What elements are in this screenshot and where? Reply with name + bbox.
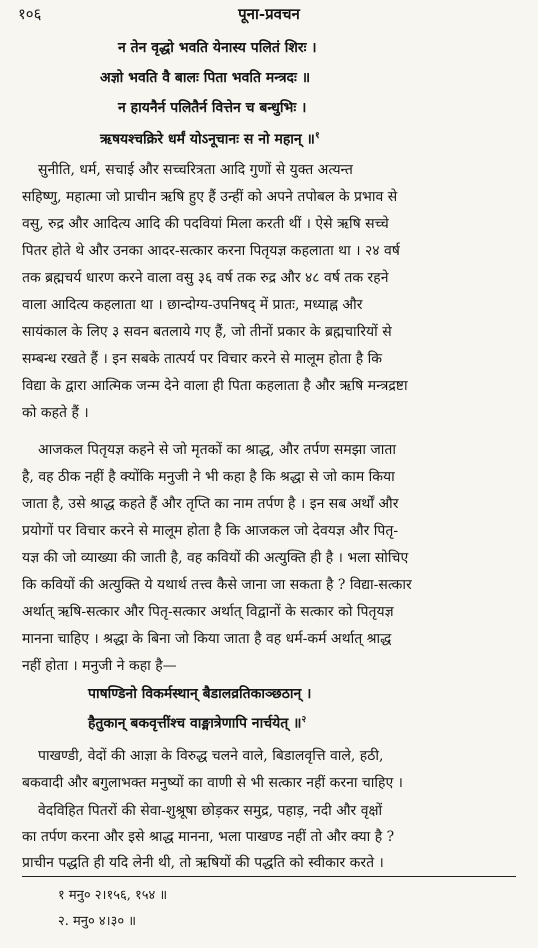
- paragraph-line: विद्या के द्वारा आत्मिक जन्म देने वाला ही पिता कहलाता है और ऋषि मन्त्रद्रष्टा: [22, 378, 408, 394]
- paragraph-line: प्रयोगों पर विचार करने से मालूम होता है कि आजकल जो देवयज्ञ और पितृ-: [22, 523, 399, 539]
- paragraph-line: नहीं होता । मनुजी ने कहा है—: [22, 658, 177, 674]
- verse-line: [100, 128, 320, 149]
- paragraph-line: आजकल पितृयज्ञ कहने से जो मृतकों का श्राद्ध, और तर्पण समझा जाता: [38, 442, 397, 458]
- verse-line: [88, 712, 306, 733]
- page-header: [18, 4, 520, 28]
- paragraph-line: जाता है, उसे श्राद्ध कहते हैं और तृप्ति का नाम तर्पण है । इन सब अर्थों और: [22, 496, 399, 512]
- paragraph-line: सहिष्णु, महात्मा जो प्राचीन ऋषि हुए हैं उन्हीं को अपने तपोबल के प्रभाव से: [22, 189, 398, 205]
- verse-text: ऋषयश्चक्रिरे धर्मं योऽनूचानः स नो महान् ॥: [100, 131, 315, 148]
- paragraph-line: वसु, रुद्र और आदित्य आदि की पदवियां मिला करती थीं । ऐसे ऋषि सच्चे: [22, 216, 389, 232]
- paragraph-line: का तर्पण करना और इसे श्राद्ध मानना, भला पाखण्ड नहीं तो और क्या है ?: [22, 829, 395, 845]
- paragraph-line: यज्ञ की जो व्याख्या की जाती है, वह कवियों की अत्युक्ति ही है । भला सोचिए: [22, 550, 409, 566]
- paragraph-line: पितर होते थे और उनका आदर-सत्कार करना पितृयज्ञ कहलाता था । २४ वर्ष: [22, 243, 400, 259]
- paragraph-line: पाखण्डी, वेदों की आज्ञा के विरुद्ध चलने वाले, बिडालवृत्ति वाले, हठी,: [38, 748, 384, 764]
- verse-line: अज्ञो भवति वै बालः पिता भवति मन्त्रदः ॥: [100, 70, 311, 86]
- paragraph-line: वेदविहित पितरों की सेवा-शुश्रूषा छोड़कर समुद्र, पहाड़, नदी और वृक्षों: [38, 803, 383, 819]
- verse-text: हैतुकान् बकवृत्तींश्च वाङ्मात्रेणापि नार्चयेत् ॥: [88, 715, 302, 732]
- paragraph-line: है, वह ठीक नहीं है क्योंकि मनुजी ने भी कहा है कि श्रद्धा से जो काम किया: [22, 469, 395, 485]
- paragraph-line: तक ब्रह्मचर्य धारण करने वाला वसु ३६ वर्ष तक रुद्र और ४८ वर्ष तक रहने: [22, 270, 389, 286]
- paragraph-line: वाला आदित्य कहलाता था । छान्दोग्य-उपनिषद् में प्रातः, मध्याह्न और: [22, 297, 363, 313]
- paragraph-line: मानना चाहिए । श्रद्धा के बिना जो किया जाता है वह धर्म-कर्म अर्थात् श्राद्ध: [22, 631, 392, 647]
- footnote-marker: १: [314, 131, 320, 141]
- paragraph-line: को कहते हैं ।: [22, 405, 89, 421]
- verse-line: पाषण्डिनो विकर्मस्थान् बैडालव्रतिकाञ्छठान् ।: [88, 686, 312, 702]
- footnote: २. मनु० ४।३० ॥: [58, 914, 137, 929]
- paragraph-line: सम्बन्ध रखते हैं । इन सबके तात्पर्य पर विचार करने से मालूम होता है कि: [22, 351, 382, 367]
- paragraph-line: बकवादी और बगुलाभक्त मनुष्यों का वाणी से भी सत्कार नहीं करना चाहिए ।: [22, 775, 403, 791]
- paragraph-line: सायंकाल के लिए ३ सवन बतलाये गए हैं, जो तीनों प्रकार के ब्रह्मचारियों से: [22, 324, 392, 340]
- page-number: १०६: [18, 5, 42, 23]
- verse-line: न हायनैर्न पलितैर्न वित्तेन च बन्धुभिः ।: [118, 100, 307, 116]
- paragraph-line: सुनीति, धर्म, सचाई और सच्चरित्रता आदि गुणों से युक्त अत्यन्त: [38, 162, 353, 178]
- paragraph-line: कि कवियों की अत्युक्ति ये यथार्थ तत्त्व कैसे जाना जा सकता है ? विद्या-सत्कार: [22, 577, 412, 593]
- footnote-marker: २: [301, 715, 307, 725]
- paragraph-line: अर्थात् ऋषि-सत्कार और पितृ-सत्कार अर्थात् विद्वानों के सत्कार को पितृयज्ञ: [22, 604, 394, 620]
- verse-line: न तेन वृद्धो भवति येनास्य पलितं शिरः ।: [118, 40, 317, 56]
- footnote-divider: [22, 876, 516, 877]
- running-title: पूना-प्रवचन: [238, 5, 300, 23]
- footnote: १ मनु० २।१५६, १५४ ॥: [58, 888, 168, 903]
- paragraph-line: प्राचीन पद्धति ही यदि लेनी थी, तो ऋषियों की पद्धति को स्वीकार करते ।: [22, 855, 384, 871]
